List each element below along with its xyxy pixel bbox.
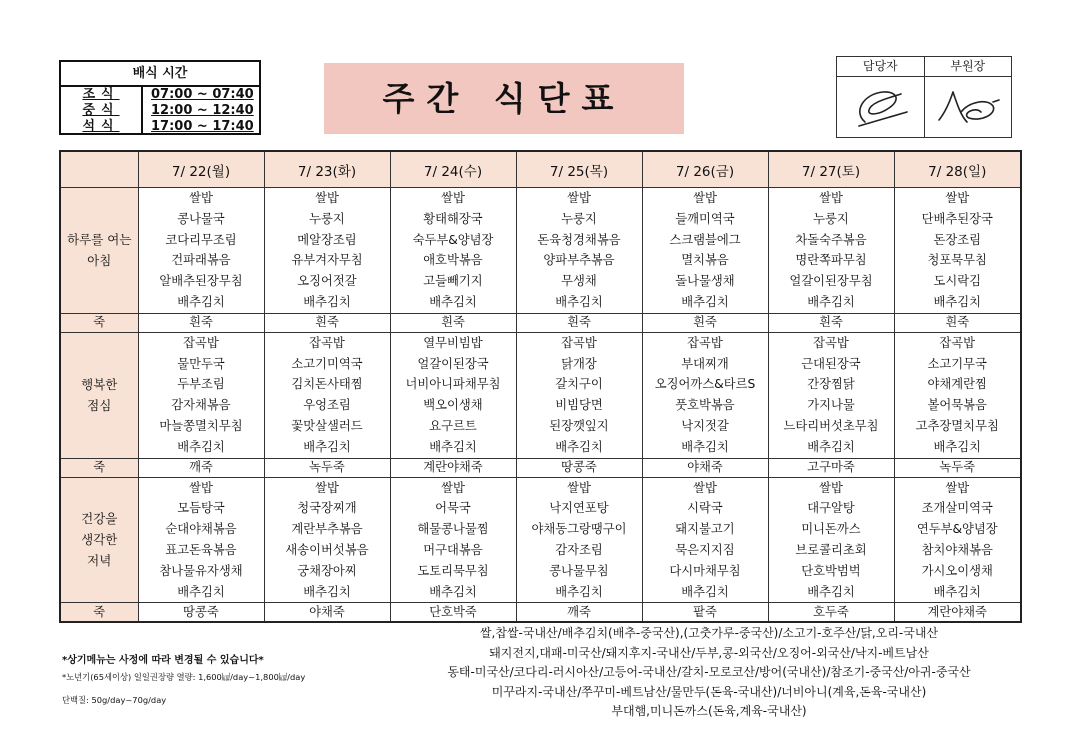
- meal-time-row: [61, 103, 259, 119]
- menu-item: 잡곡밥: [309, 335, 345, 350]
- menu-item: 메알장조림: [297, 232, 357, 247]
- menu-item: 가지나물: [807, 398, 855, 413]
- lunch-menu-cell: [642, 332, 768, 458]
- lunch-label: [60, 332, 138, 458]
- lunch-label-line: 점심: [87, 398, 112, 414]
- dinner-row: [60, 477, 1021, 603]
- menu-item: 갈치구이: [555, 377, 603, 392]
- porridge-item: 단호박죽: [390, 603, 516, 623]
- porridge-item: 깨죽: [516, 603, 642, 623]
- menu-item: 시락국: [687, 501, 723, 516]
- lunch-menu-cell: [264, 332, 390, 458]
- dinner-label-line: 생각한: [81, 532, 118, 548]
- dinner-menu-cell: [516, 477, 642, 603]
- meal-name: 조식: [61, 87, 143, 103]
- dinner-menu-cell: [138, 477, 264, 603]
- origin-line: 동태-미국산/코다리-러시아산/고등어-국내산/갈치-모로코산/방어(국내산)/참조기-중국산/아귀-중국산: [447, 665, 971, 679]
- menu-item: 쌀밥: [819, 191, 843, 205]
- breakfast-label-line: 하루를 여는: [67, 232, 132, 248]
- menu-item: 표고돈육볶음: [165, 542, 237, 557]
- menu-item: 쌀밥: [189, 191, 213, 205]
- menu-item: 숙두부&양념장: [412, 232, 494, 247]
- menu-item: 쌀밥: [567, 191, 591, 205]
- menu-item: 들깨미역국: [675, 211, 735, 226]
- menu-item: 모듬탕국: [177, 501, 225, 516]
- menu-item: 참치야채볶음: [921, 542, 993, 557]
- menu-item: 스크램블에그: [669, 232, 741, 247]
- porridge-item: 계란야채죽: [390, 458, 516, 477]
- menu-item: 야채동그랑땡구이: [531, 522, 627, 537]
- menu-item: 계란부추볶음: [291, 522, 363, 537]
- dinner-porridge-row: [60, 603, 1021, 623]
- menu-item: 요구르트: [429, 418, 477, 433]
- menu-item: 김치돈사태찜: [291, 377, 363, 392]
- porridge-item: 흰죽: [390, 313, 516, 332]
- menu-item: 야채계란찜: [927, 377, 987, 392]
- menu-item: 차돌숙주볶음: [795, 232, 867, 247]
- menu-item: 고들빼기지: [423, 274, 483, 289]
- menu-item: 열무비빔밥: [423, 335, 483, 350]
- protein-intake-note: 단백질: 50g/day~70g/day: [62, 695, 167, 705]
- menu-item: 풋호박볶음: [675, 398, 735, 413]
- menu-item: 배추김치: [555, 294, 603, 309]
- porridge-item: 호두죽: [768, 603, 894, 623]
- meal-time: 07:00 ~ 07:40: [151, 87, 254, 102]
- menu-item: 고추장멸치무침: [915, 418, 999, 433]
- menu-item: 배추김치: [807, 584, 855, 599]
- menu-item: 근대된장국: [801, 356, 861, 371]
- origin-info: [398, 624, 1020, 722]
- approval-manager: [837, 57, 924, 137]
- menu-item: 배추김치: [933, 584, 981, 599]
- meal-name: 석식: [61, 119, 143, 135]
- origin-line: 미꾸라지-국내산/쭈꾸미-베트남산/물만두(돈육-국내산)/너비아니(계육,돈육-국내산): [491, 684, 927, 699]
- menu-item: 배추김치: [303, 294, 351, 309]
- menu-item: 청포묵무침: [927, 253, 987, 268]
- menu-item: 도토리묵무침: [417, 563, 489, 578]
- meal-time-row: [61, 87, 259, 103]
- menu-item: 누룽지: [561, 211, 597, 226]
- menu-item: 얼갈이된장무침: [789, 274, 873, 289]
- menu-item: 배추김치: [681, 294, 729, 309]
- menu-item: 양파부추볶음: [543, 253, 615, 268]
- menu-item: 돌나물생채: [675, 274, 735, 289]
- menu-item: 배추김치: [681, 584, 729, 599]
- meal-name: 중식: [61, 103, 143, 119]
- menu-item: 누룽지: [309, 211, 345, 226]
- meal-time: 12:00 ~ 12:40: [151, 103, 254, 118]
- page-title: 주간 식단표: [324, 63, 684, 134]
- menu-item: 참나물유자생채: [159, 563, 243, 578]
- menu-item: 어묵국: [435, 501, 471, 516]
- menu-item: 청국장찌개: [297, 501, 357, 516]
- day-header-row: [60, 151, 1021, 188]
- manager-signature: [837, 77, 924, 137]
- menu-item: 배추김치: [429, 294, 477, 309]
- menu-item: 쌀밥: [567, 480, 591, 495]
- lunch-row: [60, 332, 1021, 458]
- menu-item: 단배추된장국: [921, 211, 993, 226]
- menu-item: 돈육청경채볶음: [537, 232, 621, 247]
- menu-item: 배추김치: [555, 584, 603, 599]
- menu-item: 쌀밥: [189, 480, 213, 495]
- menu-item: 배추김치: [177, 584, 225, 599]
- porridge-label: 죽: [60, 603, 138, 623]
- menu-item: 두부조림: [177, 377, 225, 392]
- menu-item: 배추김치: [807, 294, 855, 309]
- menu-item: 대구알탕: [807, 501, 855, 516]
- menu-item: 소고기미역국: [291, 356, 363, 371]
- menu-item: 쌀밥: [441, 480, 465, 495]
- day-header: 7/ 22(월): [138, 151, 264, 188]
- breakfast-menu-cell: [138, 188, 264, 314]
- menu-item: 물만두국: [177, 356, 225, 371]
- lunch-menu-cell: [138, 332, 264, 458]
- menu-item: 백오이생채: [423, 398, 483, 413]
- menu-item: 마늘쫑멸치무침: [159, 418, 243, 433]
- menu-item: 배추김치: [429, 439, 477, 454]
- menu-item: 잡곡밥: [687, 335, 723, 350]
- porridge-label: 죽: [60, 313, 138, 332]
- lunch-porridge-row: [60, 458, 1021, 477]
- menu-item: 쌀밥: [693, 191, 717, 205]
- vice-director-signature: [925, 77, 1012, 137]
- breakfast-menu-cell: [516, 188, 642, 314]
- menu-item: 황태해장국: [423, 211, 483, 226]
- menu-item: 배추김치: [177, 439, 225, 454]
- porridge-item: 흰죽: [516, 313, 642, 332]
- menu-item: 쌀밥: [315, 480, 339, 495]
- meal-time-box: [59, 60, 261, 135]
- menu-item: 쌀밥: [693, 480, 717, 495]
- change-notice: *상기메뉴는 사정에 따라 변경될 수 있습니다*: [62, 655, 264, 666]
- porridge-item: 고구마죽: [768, 458, 894, 477]
- menu-item: 잡곡밥: [561, 335, 597, 350]
- approval-manager-label: 담당자: [837, 57, 924, 77]
- porridge-item: 야채죽: [642, 458, 768, 477]
- menu-item: 무생채: [561, 274, 597, 289]
- day-header: 7/ 28(일): [894, 151, 1021, 188]
- menu-item: 돈장조림: [933, 232, 981, 247]
- menu-item: 너비아니파채무침: [405, 377, 501, 392]
- menu-item: 간장찜닭: [807, 377, 855, 392]
- menu-item: 단호박범벅: [801, 563, 861, 578]
- menu-item: 감자조림: [555, 542, 603, 557]
- menu-item: 애호박볶음: [423, 253, 483, 268]
- menu-item: 된장깻잎지: [549, 418, 609, 433]
- breakfast-menu-cell: [768, 188, 894, 314]
- menu-item: 배추김치: [303, 584, 351, 599]
- menu-item: 닭개장: [561, 356, 597, 371]
- porridge-item: 깨죽: [138, 458, 264, 477]
- menu-item: 비빔당면: [555, 398, 603, 413]
- breakfast-label-line: 아침: [87, 253, 112, 269]
- menu-item: 쌀밥: [819, 480, 843, 495]
- menu-item: 쌀밥: [945, 191, 970, 205]
- meal-time: 17:00 ~ 17:40: [151, 119, 254, 134]
- breakfast-menu-cell: [390, 188, 516, 314]
- porridge-item: 흰죽: [768, 313, 894, 332]
- menu-item: 소고기무국: [927, 356, 987, 371]
- menu-item: 오징어까스&타르S: [654, 377, 756, 392]
- porridge-item: 흰죽: [642, 313, 768, 332]
- menu-item: 콩나물무침: [549, 563, 609, 578]
- lunch-menu-cell: [516, 332, 642, 458]
- menu-item: 잡곡밥: [813, 335, 849, 350]
- menu-item: 조개살미역국: [921, 501, 993, 516]
- porridge-label: 죽: [60, 458, 138, 477]
- breakfast-label: [60, 188, 138, 314]
- menu-item: 알배추된장무침: [159, 274, 243, 289]
- porridge-item: 녹두죽: [264, 458, 390, 477]
- menu-item: 오징어젓갈: [297, 274, 357, 289]
- menu-item: 쌀밥: [945, 480, 970, 495]
- day-header: 7/ 23(화): [264, 151, 390, 188]
- meal-time-title: 배식 시간: [61, 62, 259, 87]
- day-header: 7/ 25(목): [516, 151, 642, 188]
- menu-item: 우엉조림: [303, 398, 351, 413]
- dinner-label: [60, 477, 138, 603]
- lunch-menu-cell: [894, 332, 1021, 458]
- day-header: 7/ 26(금): [642, 151, 768, 188]
- approval-vice-director: [924, 57, 1012, 137]
- breakfast-row: [60, 188, 1021, 314]
- porridge-item: 녹두죽: [894, 458, 1021, 477]
- approval-vice-director-label: 부원장: [925, 57, 1012, 77]
- lunch-menu-cell: [390, 332, 516, 458]
- menu-item: 누룽지: [813, 211, 849, 226]
- dinner-label-line: 건강을: [81, 511, 118, 527]
- menu-item: 잡곡밥: [183, 335, 219, 350]
- origin-line: 쌀,찹쌀-국내산/배추김치(배추-중국산),(고춧가루-중국산)/소고기-호주산/닭,오리-국내산: [479, 626, 939, 640]
- menu-item: 배추김치: [681, 439, 729, 454]
- porridge-item: 팥죽: [642, 603, 768, 623]
- dinner-menu-cell: [768, 477, 894, 603]
- menu-item: 볼어묵볶음: [927, 398, 987, 413]
- menu-item: 배추김치: [807, 439, 855, 454]
- menu-item: 잡곡밥: [939, 335, 976, 350]
- porridge-item: 흰죽: [138, 313, 264, 332]
- day-header: 7/ 24(수): [390, 151, 516, 188]
- menu-item: 다시마채무침: [669, 563, 741, 578]
- menu-item: 궁채장아찌: [297, 563, 357, 578]
- menu-item: 쌀밥: [315, 191, 339, 205]
- breakfast-porridge-row: [60, 313, 1021, 332]
- menu-item: 돼지불고기: [675, 522, 735, 537]
- breakfast-menu-cell: [894, 188, 1021, 314]
- approval-box: [836, 56, 1012, 138]
- porridge-item: 계란야채죽: [894, 603, 1021, 623]
- menu-item: 유부겨자무침: [291, 253, 363, 268]
- menu-item: 배추김치: [933, 439, 981, 454]
- menu-item: 부대찌개: [681, 356, 729, 371]
- menu-item: 낙지젓갈: [681, 418, 729, 433]
- meal-time-row: [61, 119, 259, 135]
- menu-item: 브로콜리초회: [795, 542, 867, 557]
- breakfast-menu-cell: [264, 188, 390, 314]
- menu-item: 배추김치: [303, 439, 351, 454]
- porridge-item: 흰죽: [264, 313, 390, 332]
- origin-line: 돼지전지,대패-미국산/돼지후지-국내산/두부,콩-외국산/오징어-외국산/낙지-베트남산: [489, 645, 929, 660]
- dinner-menu-cell: [264, 477, 390, 603]
- menu-item: 묵은지지짐: [675, 542, 735, 557]
- menu-item: 해물콩나물찜: [417, 522, 489, 537]
- menu-item: 멸치볶음: [681, 253, 729, 268]
- menu-item: 감자채볶음: [171, 398, 231, 413]
- corner-cell: [60, 151, 138, 188]
- menu-item: 코다리무조림: [165, 232, 237, 247]
- menu-item: 새송이버섯볶음: [285, 542, 369, 557]
- menu-item: 가시오이생채: [921, 563, 993, 578]
- menu-item: 도시락김: [933, 274, 981, 289]
- menu-item: 낙지연포탕: [549, 501, 609, 516]
- menu-item: 머구대볶음: [423, 542, 483, 557]
- menu-item: 배추김치: [177, 294, 225, 309]
- lunch-menu-cell: [768, 332, 894, 458]
- energy-intake-note: *노년기(65세이상) 일일권장량 열량: 1,600㎉/day~1,800㎉/day: [62, 672, 306, 682]
- weekly-menu-table: [59, 150, 1022, 623]
- menu-item: 꽃맛살샐러드: [291, 418, 363, 433]
- lunch-label-line: 행복한: [81, 377, 118, 393]
- menu-item: 배추김치: [555, 439, 603, 454]
- menu-item: 콩나물국: [177, 211, 225, 226]
- menu-item: 연두부&양념장: [916, 522, 998, 537]
- origin-line: 부대햄,미니돈까스(돈육,계육-국내산): [611, 704, 807, 718]
- menu-item: 명란쪽파무침: [795, 253, 867, 268]
- menu-item: 배추김치: [933, 294, 981, 309]
- dinner-label-line: 저녁: [87, 553, 112, 569]
- porridge-item: 야채죽: [264, 603, 390, 623]
- menu-item: 건파래볶음: [171, 253, 231, 268]
- menu-item: 쌀밥: [441, 191, 465, 205]
- dinner-menu-cell: [390, 477, 516, 603]
- menu-item: 배추김치: [429, 584, 477, 599]
- dinner-menu-cell: [894, 477, 1021, 603]
- dinner-menu-cell: [642, 477, 768, 603]
- porridge-item: 흰죽: [894, 313, 1021, 332]
- porridge-item: 땅콩죽: [516, 458, 642, 477]
- menu-item: 느타리버섯초무침: [783, 418, 879, 433]
- breakfast-menu-cell: [642, 188, 768, 314]
- menu-item: 얼갈이된장국: [417, 356, 489, 371]
- porridge-item: 땅콩죽: [138, 603, 264, 623]
- menu-item: 순대야채볶음: [165, 522, 237, 537]
- menu-item: 미니돈까스: [801, 522, 861, 537]
- day-header: 7/ 27(토): [768, 151, 894, 188]
